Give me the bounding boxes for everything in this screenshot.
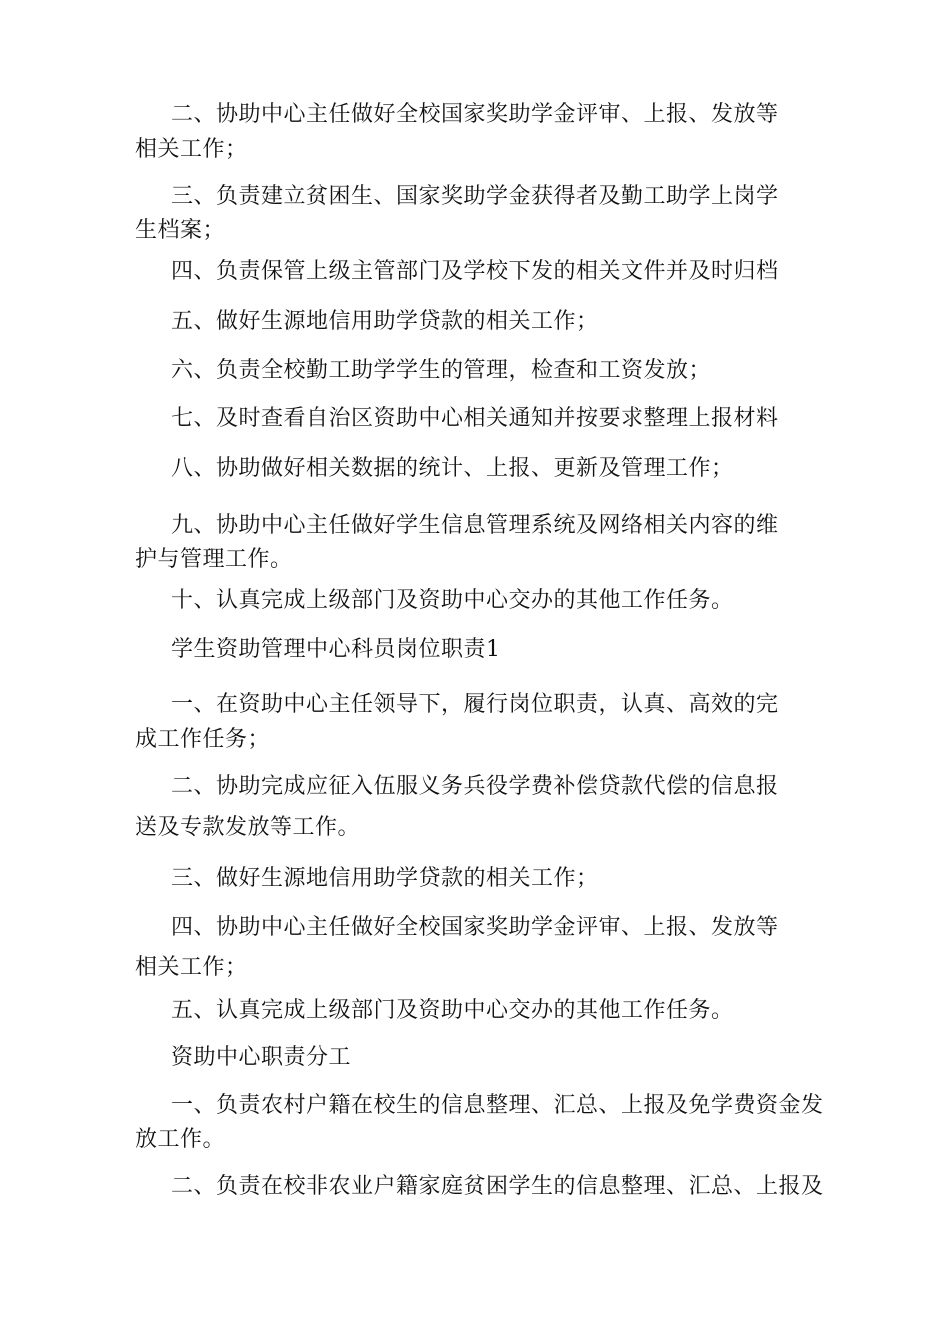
paragraph-line: 相关工作； (135, 955, 248, 980)
paragraph-line: 五、认真完成上级部门及资助中心交办的其他工作任务。 (171, 998, 734, 1023)
paragraph-line: 六、负责全校勤工助学学生的管理，检查和工资发放； (171, 358, 712, 383)
paragraph-line: 五、做好生源地信用助学贷款的相关工作； (171, 309, 599, 334)
paragraph-line: 一、在资助中心主任领导下，履行岗位职责，认真、高效的完 (171, 692, 779, 717)
paragraph-line: 七、及时查看自治区资助中心相关通知并按要求整理上报材料 (171, 406, 779, 431)
paragraph-line: 三、做好生源地信用助学贷款的相关工作； (171, 866, 599, 891)
paragraph-line: 四、协助中心主任做好全校国家奖助学金评审、上报、发放等 (171, 915, 779, 940)
paragraph-line: 相关工作； (135, 137, 248, 162)
section-heading: 资助中心职责分工 (171, 1045, 352, 1070)
section-heading: 学生资助管理中心科员岗位职责1 (171, 637, 501, 662)
paragraph-line: 二、协助完成应征入伍服义务兵役学费补偿贷款代偿的信息报 (171, 774, 779, 799)
paragraph-line: 一、负责农村户籍在校生的信息整理、汇总、上报及免学费资金发 (171, 1093, 824, 1118)
paragraph-line: 八、协助做好相关数据的统计、上报、更新及管理工作； (171, 456, 734, 481)
paragraph-line: 二、协助中心主任做好全校国家奖助学金评审、上报、发放等 (171, 102, 779, 127)
paragraph-line: 成工作任务； (135, 727, 271, 752)
paragraph-line: 十、认真完成上级部门及资助中心交办的其他工作任务。 (171, 588, 734, 613)
paragraph-line: 二、负责在校非农业户籍家庭贫困学生的信息整理、汇总、上报及 (171, 1174, 824, 1199)
paragraph-line: 护与管理工作。 (135, 547, 293, 572)
paragraph-line: 四、负责保管上级主管部门及学校下发的相关文件并及时归档 (171, 259, 779, 284)
paragraph-line: 三、负责建立贫困生、国家奖助学金获得者及勤工助学上岗学 (171, 184, 779, 209)
paragraph-line: 九、协助中心主任做好学生信息管理系统及网络相关内容的维 (171, 513, 779, 538)
paragraph-line: 放工作。 (135, 1127, 226, 1152)
paragraph-line: 生档案； (135, 218, 226, 243)
paragraph-line: 送及专款发放等工作。 (135, 815, 361, 840)
